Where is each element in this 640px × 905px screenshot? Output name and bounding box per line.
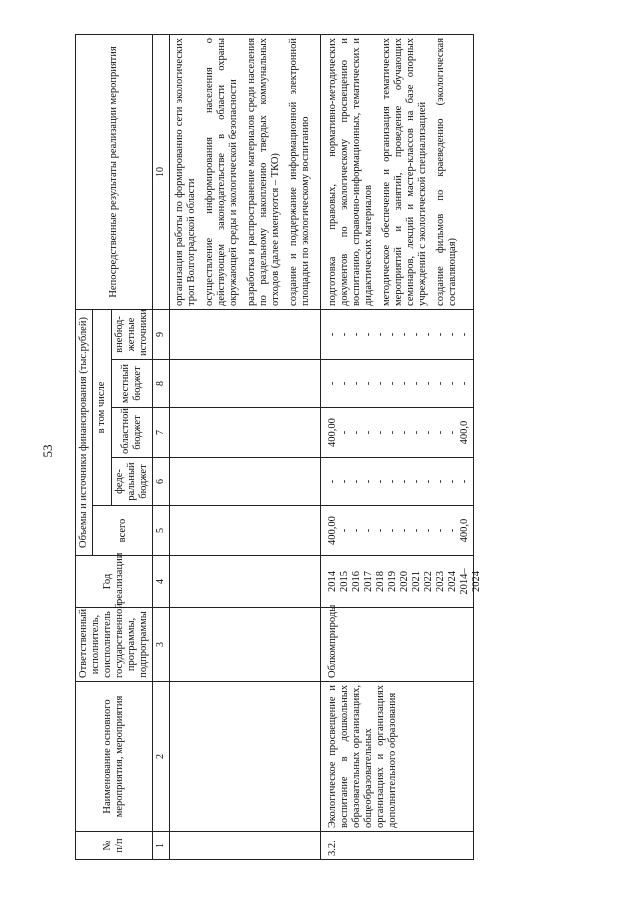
federal-value: - (363, 479, 374, 484)
row-extra (321, 309, 474, 359)
extra-value: - (363, 332, 374, 337)
extra-value: - (399, 332, 410, 337)
total-value: - (387, 528, 398, 533)
column-number: 1 (153, 832, 170, 860)
row-responsible: Облкомприроды (321, 608, 474, 682)
row-years (321, 556, 482, 608)
federal-value: - (447, 479, 458, 484)
local-value: - (327, 381, 338, 386)
year-value: 2014 (327, 571, 338, 592)
extra-value: - (459, 332, 470, 337)
year-value: 2015 (339, 571, 350, 592)
column-number: 2 (153, 682, 170, 832)
year-value: 2022 (423, 571, 434, 592)
header-responsible: Ответственный исполнитель, соисполнитель государственной программы, подпрограммы (76, 608, 153, 682)
regional-value: - (339, 430, 350, 435)
result-item: осуществление информирования населения о действующем законодательстве в области охраны окружающей среды и экологической безопасности (204, 37, 239, 306)
total-value: 400,00 (327, 516, 338, 545)
page-number: 53 (40, 444, 55, 458)
federal-value: - (399, 479, 410, 484)
local-value: - (363, 381, 374, 386)
total-value: - (423, 528, 434, 533)
extra-value: - (351, 332, 362, 337)
extra-value: - (387, 332, 398, 337)
extra-value: - (447, 332, 458, 337)
rotated-sheet (75, 35, 635, 860)
regional-value: - (375, 430, 386, 435)
local-value: - (459, 381, 470, 386)
column-number: 4 (153, 556, 170, 608)
row-total (321, 506, 474, 556)
total-value: 400,0 (459, 518, 470, 543)
regional-value: 400,0 (459, 420, 470, 445)
federal-value: - (327, 479, 338, 484)
year-value: 2019 (387, 571, 398, 592)
header-extra: внебюд-жетные источники (112, 309, 153, 359)
total-value: - (351, 528, 362, 533)
local-value: - (375, 381, 386, 386)
extra-value: - (411, 332, 422, 337)
regional-value: - (399, 430, 410, 435)
column-number: 6 (153, 458, 170, 506)
year-value: 2021 (411, 571, 422, 592)
local-value: - (411, 381, 422, 386)
column-number: 9 (153, 309, 170, 359)
federal-value: - (387, 479, 398, 484)
result-item: подготовка правовых, нормативно-методических документов по экологическому просвещению и воспитанию, справочно-информационных, тематических и дидактических материалов (327, 37, 374, 306)
result-item: разработка и распространение материалов среди населения по раздельному накоплению твердых коммунальных отходов (далее именуются – ТКО) (246, 37, 281, 306)
row-local (321, 360, 474, 408)
extra-value: - (327, 332, 338, 337)
row-name: Экологическое просвещение и воспитание в дошкольных образовательных организациях, общеобразовательных организациях и организациях дополнительного образования (321, 682, 474, 832)
header-year: Год реализации (76, 556, 153, 608)
regional-value: - (411, 430, 422, 435)
header-result: Непосредственные результаты реализации мероприятия (76, 34, 153, 309)
header-including: в том числе (93, 309, 112, 505)
column-number: 7 (153, 408, 170, 458)
column-number: 10 (153, 34, 170, 309)
regional-value: - (447, 430, 458, 435)
extra-value: - (435, 332, 446, 337)
prev-results-cell (170, 34, 321, 309)
federal-value: - (375, 479, 386, 484)
extra-value: - (423, 332, 434, 337)
table-row (321, 34, 474, 859)
extra-value: - (339, 332, 350, 337)
column-number: 3 (153, 608, 170, 682)
row-regional (321, 408, 474, 458)
program-table (75, 34, 482, 860)
header-funding: Объемы и источники финансирования (тыс.рублей) (76, 309, 93, 555)
result-item: организация работы по формированию сети экологических троп Волгоградской области (174, 37, 197, 306)
total-value: - (399, 528, 410, 533)
total-value: - (435, 528, 446, 533)
header-num: № п/п (76, 832, 153, 860)
year-value: 2023 (435, 571, 446, 592)
result-item: методическое обеспечение и организация тематических мероприятий и занятий, проведение обучающих семинаров, лекций и мастер-классов на базе опорных учреждений с экологической специализацией (381, 37, 428, 306)
year-value: 2016 (351, 571, 362, 592)
total-value: - (375, 528, 386, 533)
federal-value: - (351, 479, 362, 484)
total-value: - (447, 528, 458, 533)
federal-value: - (435, 479, 446, 484)
total-value: - (339, 528, 350, 533)
total-value: - (363, 528, 374, 533)
extra-value: - (375, 332, 386, 337)
result-item: создание фильмов по краеведению (экологическая составляющая) (435, 37, 458, 306)
federal-value: - (411, 479, 422, 484)
results-cell (321, 34, 474, 309)
local-value: - (351, 381, 362, 386)
total-value: - (411, 528, 422, 533)
local-value: - (423, 381, 434, 386)
local-value: - (387, 381, 398, 386)
regional-value: - (423, 430, 434, 435)
local-value: - (399, 381, 410, 386)
federal-value: - (459, 479, 470, 484)
regional-value: - (351, 430, 362, 435)
local-value: - (435, 381, 446, 386)
federal-value: - (339, 479, 350, 484)
federal-value: - (423, 479, 434, 484)
regional-value: - (435, 430, 446, 435)
header-name: Наименование основного мероприятия, мероприятия (76, 682, 153, 832)
year-value: 2018 (375, 571, 386, 592)
year-value: 2014–2024 (459, 568, 482, 595)
local-value: - (447, 381, 458, 386)
table-row-continuation (170, 34, 321, 859)
column-number: 8 (153, 360, 170, 408)
regional-value: - (387, 430, 398, 435)
year-value: 2020 (399, 571, 410, 592)
year-value: 2017 (363, 571, 374, 592)
row-number: 3.2. (321, 832, 474, 860)
header-local: местный бюджет (112, 360, 153, 408)
local-value: - (339, 381, 350, 386)
result-item: создание и поддержание информационной электронной площадки по экологическому воспитанию (288, 37, 311, 306)
header-regional: областной бюджет (112, 408, 153, 458)
regional-value: - (363, 430, 374, 435)
row-federal (321, 458, 474, 506)
column-number: 5 (153, 506, 170, 556)
column-number-row (153, 34, 170, 859)
regional-value: 400,00 (327, 418, 338, 447)
header-total: всего (93, 506, 153, 556)
year-value: 2024 (447, 571, 458, 592)
header-federal: феде-ральный бюджет (112, 458, 153, 506)
